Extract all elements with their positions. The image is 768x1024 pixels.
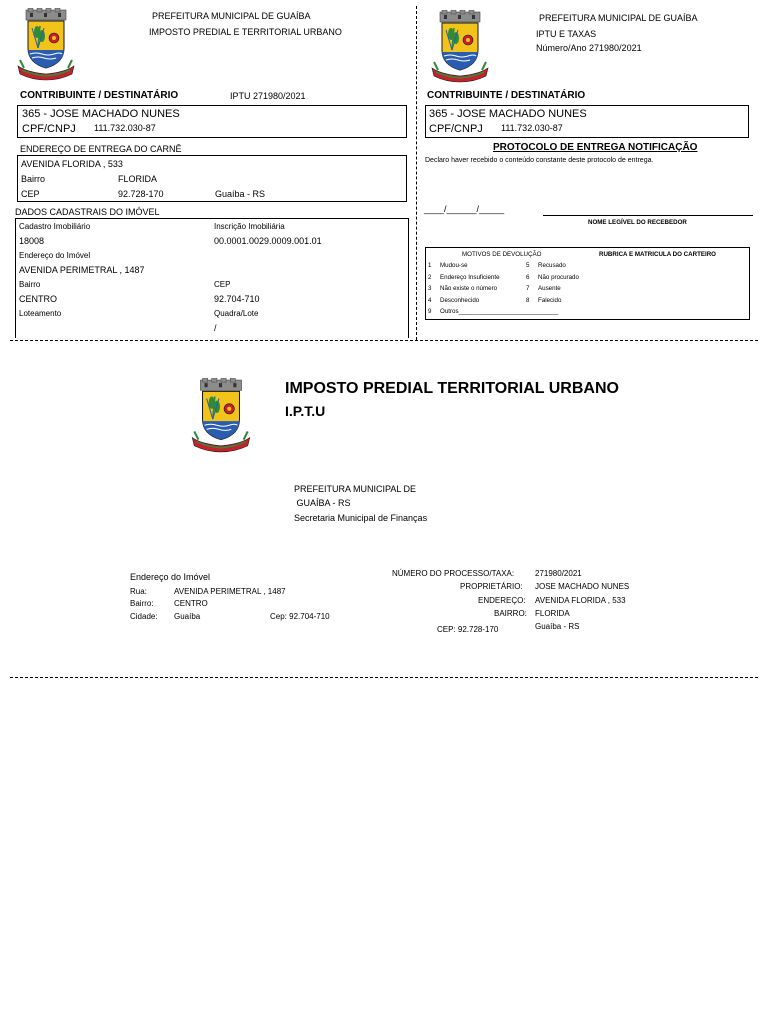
reason-number: 7 [526,285,530,292]
owner-cep: CEP: 92.728-170 [437,625,499,634]
reason-text: Endereço Insuficiente [440,273,500,281]
crest-svg [428,10,492,84]
protocol-heading: PROTOCOLO DE ENTREGA NOTIFICAÇÃO [493,142,698,153]
right-header-number: Número/Ano 271980/2021 [536,43,642,53]
cidade-value: Guaíba [174,612,201,621]
property-heading: Endereço do Imóvel [130,572,211,582]
cidade-label: Cidade: [130,612,158,621]
reason-number: 5 [526,262,530,269]
reason-text: Não procurado [538,273,579,281]
reason-text: Recusado [538,262,566,269]
property-cep: Cep: 92.704-710 [270,612,330,621]
reason-text: Não existe o número [440,285,498,292]
cadastro-value: 18008 [19,236,45,246]
signature-heading: RUBRICA E MATRICULA DO CARTEIRO [599,251,716,258]
contributor-name: 365 - JOSE MACHADO NUNES [22,108,180,120]
proprietario-label: PROPRIETÁRIO: [460,582,523,591]
city-crest-logo-right [428,10,492,84]
reason-number: 4 [428,296,432,304]
reason-number: 6 [526,273,530,281]
right-cpf-label: CPF/CNPJ [429,123,483,135]
owner-city: Guaíba - RS [535,622,580,631]
iptu-reference: IPTU 271980/2021 [230,91,306,101]
owner-bairro-value: FLORIDA [535,609,570,618]
delivery-cep-value: 92.728-170 [118,189,164,199]
crest-svg [188,378,254,454]
right-contributor-name: 365 - JOSE MACHADO NUNES [429,108,587,120]
cpf-value: 111.732.030-87 [94,123,156,133]
inscricao-value: 00.0001.0029.0009.001.01 [214,236,322,246]
receiver-label: NOME LEGÍVEL DO RECEBEDOR [588,219,687,226]
rua-label: Rua: [130,587,147,596]
delivery-box [17,155,407,202]
endereco-label: Endereço do Imóvel [19,251,91,260]
header-tax-name: IMPOSTO PREDIAL E TERRITORIAL URBANO [149,27,342,37]
delivery-street: AVENIDA FLORIDA , 533 [21,159,123,169]
cpf-label: CPF/CNPJ [22,123,76,135]
date-blank: ____/______/_____ [424,204,505,214]
reason-number: 2 [428,273,432,281]
owner-bairro-label: BAIRRO: [494,609,527,618]
reasons-heading: MOTIVOS DE DEVOLUÇÃO [462,251,542,258]
declaration-text: Declaro haver recebido o conteúdo constante deste protocolo de entrega. [425,157,654,164]
issuer-line1: PREFEITURA MUNICIPAL DE [294,484,417,494]
quadra-value: / [214,323,217,333]
reason-text: Falecido [538,296,562,304]
return-reasons-box [425,247,750,320]
delivery-bairro-label: Bairro [21,174,46,184]
quadra-label: Quadra/Lote [214,309,259,318]
cep2-value: 92.704-710 [214,294,260,304]
reason-text: Outros_____________________________ [440,308,559,315]
city-crest-logo [16,8,76,82]
bairro2-label: Bairro [19,280,41,289]
reason-number: 9 [428,308,432,315]
contributor-box [17,105,407,138]
delivery-city: Guaíba - RS [215,189,266,199]
perforation-top [10,340,758,341]
main-subtitle: I.P.T.U [285,403,326,419]
bairro-value: CENTRO [174,599,208,608]
perforation-bottom [10,677,758,678]
contributor-heading: CONTRIBUINTE / DESTINATÁRIO [20,90,179,101]
cadastral-heading: DADOS CADASTRAIS DO IMÓVEL [15,207,160,217]
receiver-signature-line [543,215,753,216]
processo-label: NÚMERO DO PROCESSO/TAXA: [392,569,515,578]
cadastral-box [15,218,409,338]
header-prefeitura: PREFEITURA MUNICIPAL DE GUAÍBA [152,11,311,21]
endereco-value: AVENIDA PERIMETRAL , 1487 [19,265,145,275]
main-title: IMPOSTO PREDIAL TERRITORIAL URBANO [285,380,619,397]
processo-value: 271980/2021 [535,569,582,578]
inscricao-label: Inscrição Imobiliária [214,222,285,231]
reason-text: Desconhecido [440,296,480,304]
crest-svg [16,8,76,82]
right-contributor-heading: CONTRIBUINTE / DESTINATÁRIO [427,90,586,101]
right-cpf-value: 111.732.030-87 [501,123,563,133]
cadastro-label: Cadastro Imobiliário [19,222,91,231]
right-header-tax: IPTU E TAXAS [536,29,597,39]
delivery-heading: ENDEREÇO DE ENTREGA DO CARNÊ [20,144,182,154]
reason-text: Mudou-se [440,262,468,269]
issuer-line2: GUAÍBA - RS [294,498,351,508]
issuer-line3: Secretaria Municipal de Finanças [294,513,428,523]
right-contributor-box [425,105,749,138]
bairro-label: Bairro: [130,599,154,608]
owner-endereco-label: ENDEREÇO: [478,596,526,605]
reason-number: 3 [428,285,432,292]
proprietario-value: JOSE MACHADO NUNES [535,582,630,591]
delivery-cep-label: CEP [21,189,40,199]
city-crest-logo-main [188,378,254,454]
right-header-prefeitura: PREFEITURA MUNICIPAL DE GUAÍBA [539,13,698,23]
loteamento-label: Loteamento [19,309,62,318]
reason-number: 1 [428,262,432,269]
owner-endereco-value: AVENIDA FLORIDA , 533 [535,596,626,605]
cep2-label: CEP [214,280,231,289]
vertical-perforation [416,6,417,340]
delivery-bairro-value: FLORIDA [118,174,158,184]
bairro2-value: CENTRO [19,294,57,304]
reason-text: Ausente [538,285,561,292]
rua-value: AVENIDA PERIMETRAL , 1487 [174,587,286,596]
reason-number: 8 [526,296,530,304]
